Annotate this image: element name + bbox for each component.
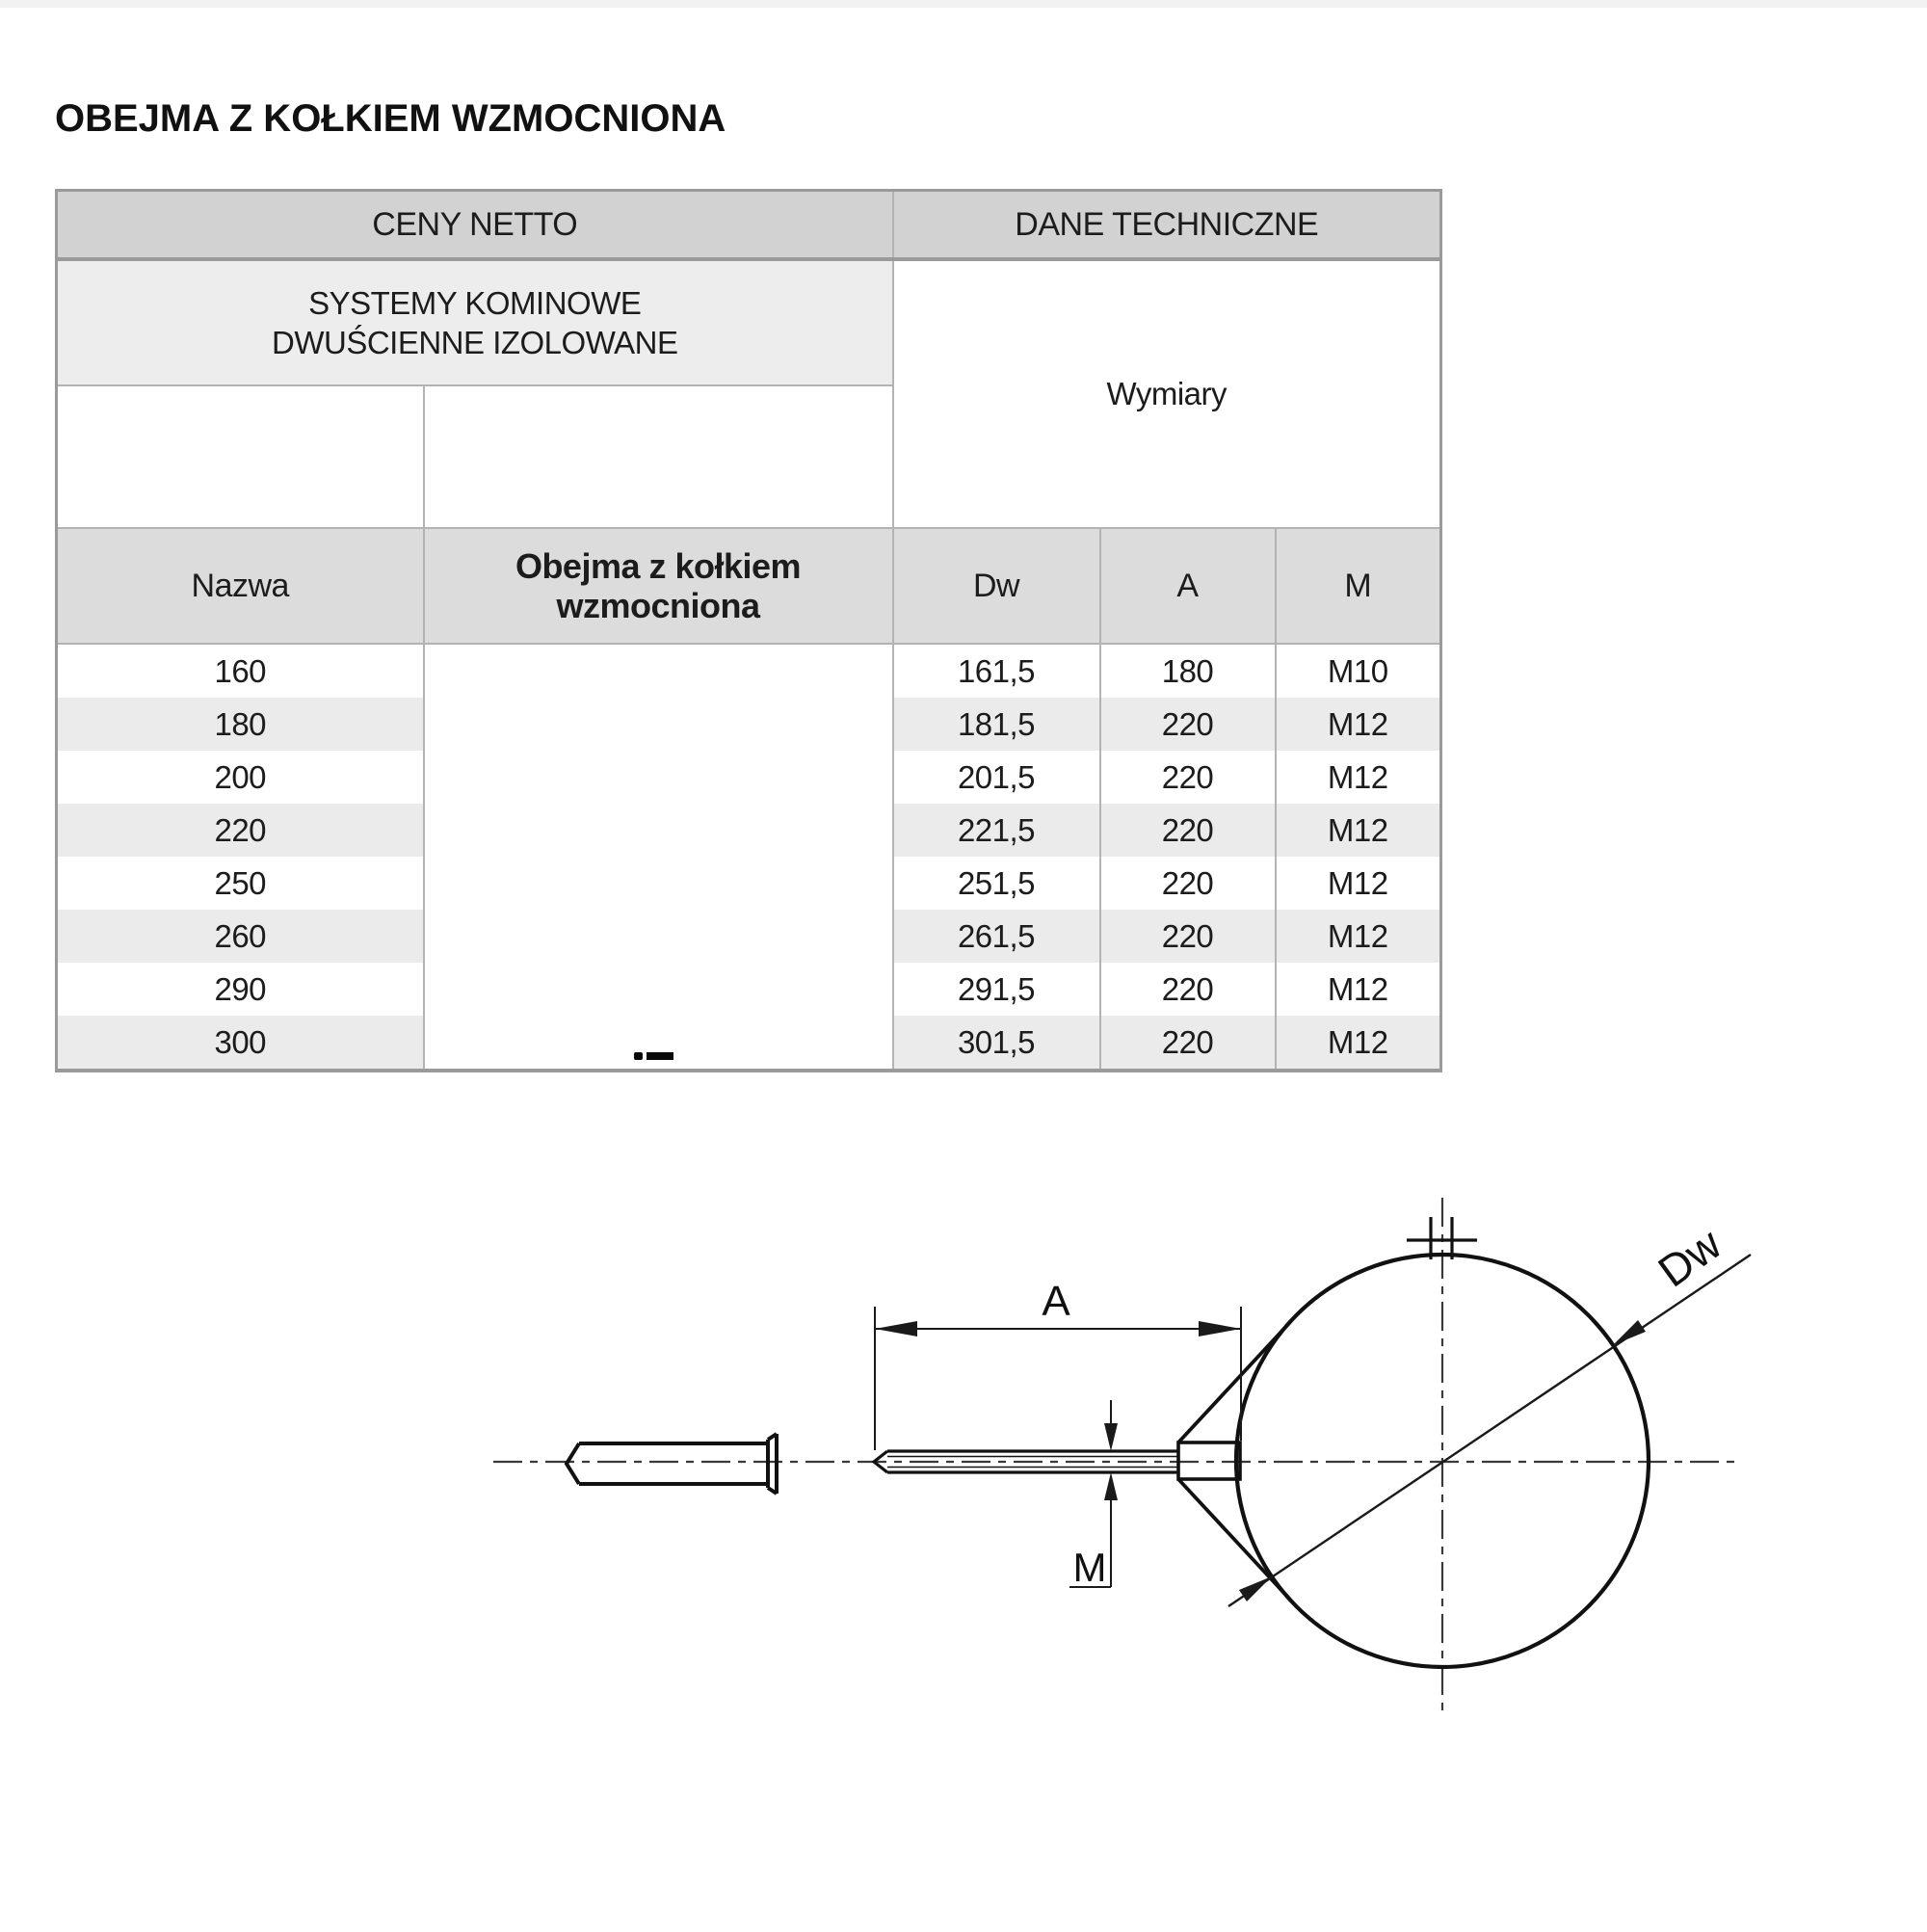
table-row [57, 259, 1441, 385]
cell-nazwa: 220 [57, 804, 424, 857]
cell-a: 180 [1100, 644, 1276, 698]
cell-dw: 291,5 [893, 963, 1100, 1016]
cell-a: 220 [1100, 751, 1276, 804]
empty-cell-right [424, 385, 893, 528]
cell-a: 220 [1100, 857, 1276, 910]
cell-a: 220 [1100, 804, 1276, 857]
cell-nazwa: 250 [57, 857, 424, 910]
anchor-plug [567, 1434, 777, 1494]
table-row [57, 191, 1441, 260]
cell-nazwa: 290 [57, 963, 424, 1016]
dim-a-arrow-right [1199, 1321, 1241, 1337]
header-ceny-netto: CENY NETTO [57, 191, 893, 260]
cell-nazwa: 200 [57, 751, 424, 804]
col-header-product: Obejma z kołkiem wzmocniona [424, 528, 893, 644]
cell-m: M12 [1276, 857, 1441, 910]
subheader-systemy-kominowe [57, 259, 893, 385]
cell-nazwa: 300 [57, 1016, 424, 1071]
cell-wymiary: Wymiary [893, 259, 1441, 528]
technical-drawing-svg [0, 1156, 1927, 1927]
col-header-dw: Dw [893, 528, 1100, 644]
dim-dw-label: Dw [1649, 1218, 1730, 1297]
cell-dw: 181,5 [893, 698, 1100, 751]
table-header-rows [57, 191, 1441, 645]
table-data-rows [57, 644, 1441, 1071]
page-top-edge [0, 0, 1927, 8]
page-title: OBEJMA Z KOŁKIEM WZMOCNIONA [55, 96, 726, 140]
dim-dw-arrow-upper [1613, 1320, 1646, 1345]
dim-m-arrow-down [1104, 1423, 1118, 1451]
image-remnant-dash [647, 1052, 673, 1060]
cell-a: 220 [1100, 698, 1276, 751]
table-row [57, 644, 1441, 698]
col-header-m: M [1276, 528, 1441, 644]
dim-m-label: M [1072, 1545, 1107, 1590]
cell-dw: 221,5 [893, 804, 1100, 857]
dim-a-label: A [1042, 1278, 1070, 1325]
table-row [57, 528, 1441, 644]
cell-nazwa: 180 [57, 698, 424, 751]
cell-nazwa: 160 [57, 644, 424, 698]
cell-a: 220 [1100, 1016, 1276, 1071]
cell-dw: 161,5 [893, 644, 1100, 698]
dim-dw-arrow-lower [1239, 1576, 1272, 1601]
dimension-dw [1228, 1218, 1751, 1606]
cell-dw: 301,5 [893, 1016, 1100, 1071]
cell-m: M12 [1276, 1016, 1441, 1071]
empty-cell-left [57, 385, 424, 528]
cell-a: 220 [1100, 963, 1276, 1016]
product-image-cell [424, 644, 893, 1071]
pricing-table [55, 189, 1442, 1072]
subheader-line2: DWUŚCIENNE IZOLOWANE [272, 325, 678, 360]
col-header-a: A [1100, 528, 1276, 644]
cell-m: M12 [1276, 698, 1441, 751]
cell-dw: 251,5 [893, 857, 1100, 910]
cell-a: 220 [1100, 910, 1276, 963]
cell-nazwa: 260 [57, 910, 424, 963]
dim-a-arrow-left [875, 1321, 917, 1337]
subheader-line1: SYSTEMY KOMINOWE [308, 284, 642, 321]
header-dane-techniczne: DANE TECHNICZNE [893, 191, 1441, 260]
dimension-m [1069, 1400, 1118, 1590]
image-remnant-dot [634, 1052, 643, 1060]
cell-m: M10 [1276, 644, 1441, 698]
cell-m: M12 [1276, 751, 1441, 804]
cell-dw: 201,5 [893, 751, 1100, 804]
cell-dw: 261,5 [893, 910, 1100, 963]
technical-drawing [0, 1156, 1927, 1927]
cell-m: M12 [1276, 910, 1441, 963]
col-header-nazwa: Nazwa [57, 528, 424, 644]
dimension-a [875, 1278, 1241, 1450]
cell-m: M12 [1276, 804, 1441, 857]
cell-m: M12 [1276, 963, 1441, 1016]
dim-m-arrow-up [1104, 1472, 1118, 1500]
